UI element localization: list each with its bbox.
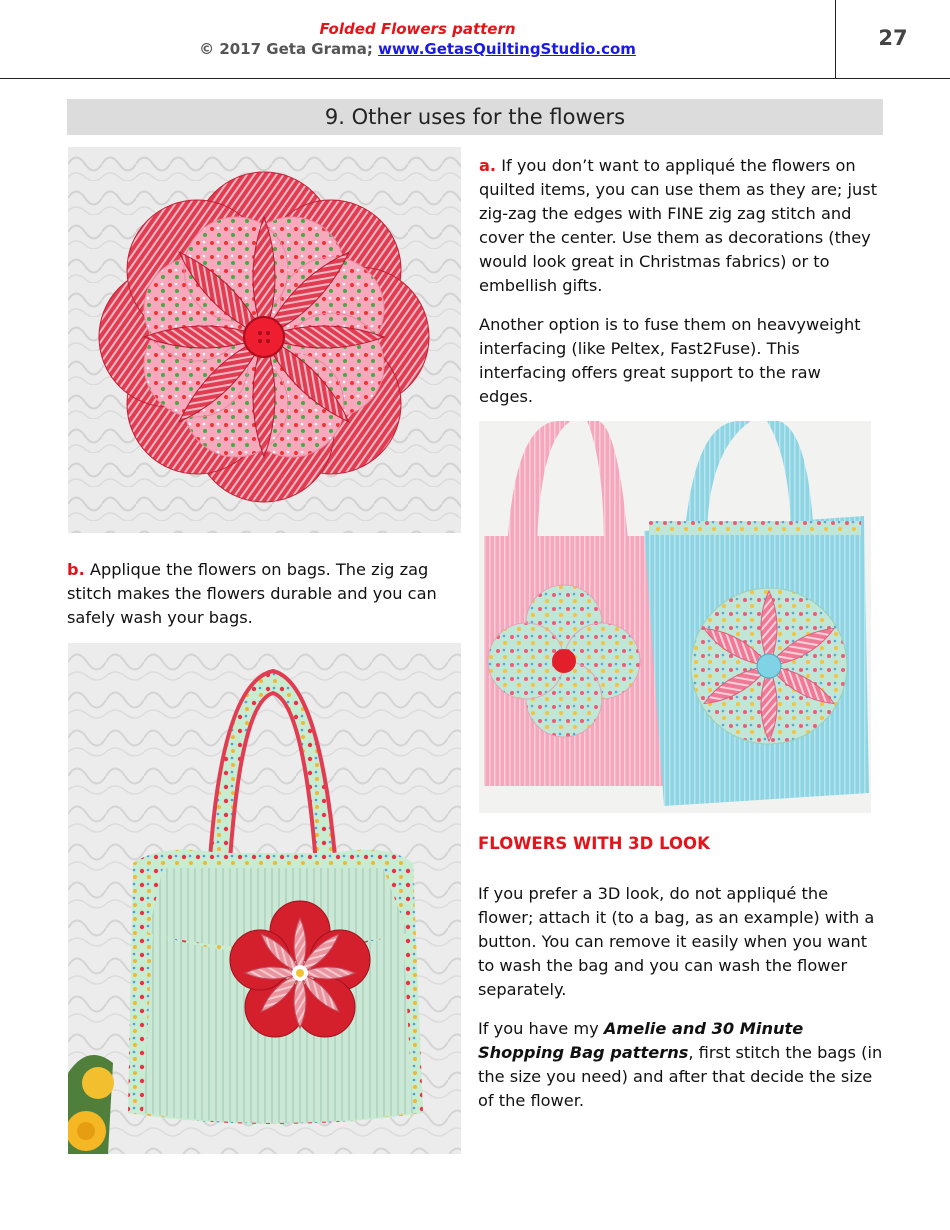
paragraph-amelie bbox=[478, 1017, 883, 1113]
section-title-bar bbox=[67, 99, 883, 135]
amelie-pre: If you have my bbox=[478, 1019, 604, 1038]
copyright-line bbox=[0, 40, 835, 58]
pink-and-blue-bags-photo bbox=[479, 421, 871, 813]
copyright-text: 2017 Geta Grama; bbox=[219, 40, 379, 58]
paragraph-b-text: Applique the flowers on bags. The zig zag stitch makes the flowers durable and you can safely wash your bags. bbox=[67, 560, 437, 627]
label-a: a. bbox=[479, 156, 497, 175]
label-b: b. bbox=[67, 560, 85, 579]
paragraph-a-text: If you don’t want to appliqué the flowers on quilted items, you can use them as they are; just zig-zag the edges with FINE zig zag stitch and cover the center. Use them as decorations (they would look great in Christmas fabrics) or to embellish gifts. bbox=[479, 156, 878, 295]
page-number: 27 bbox=[878, 26, 908, 50]
paragraph-b bbox=[67, 558, 462, 630]
subheading-3d-look: FLOWERS WITH 3D LOOK bbox=[478, 834, 710, 853]
amelie-post: , first stitch the bags (in the size you need) and after that decide the size of the flower. bbox=[478, 1043, 883, 1110]
page-header bbox=[0, 0, 950, 79]
website-link[interactable]: www.GetasQuiltingStudio.com bbox=[378, 40, 636, 58]
amelie-pattern-names: Amelie and 30 Minute Shopping Bag patterns bbox=[478, 1019, 804, 1062]
copyright-symbol: © bbox=[199, 40, 215, 58]
section-title: 9. Other uses for the flowers bbox=[324, 105, 626, 129]
document-title: Folded Flowers pattern bbox=[319, 20, 516, 38]
paragraph-a bbox=[479, 154, 889, 298]
paragraph-interfacing: Another option is to fuse them on heavyweight interfacing (like Peltex, Fast2Fuse). This interfacing offers great support to the raw edges. bbox=[479, 315, 861, 406]
mint-bag-with-red-flower-photo bbox=[68, 643, 461, 1154]
red-folded-flower-photo bbox=[68, 147, 461, 533]
paragraph-3d-look: If you prefer a 3D look, do not appliqué the flower; attach it (to a bag, as an example) with a button. You can remove it easily when you want to wash the bag and you can wash the flower separately. bbox=[478, 884, 875, 999]
